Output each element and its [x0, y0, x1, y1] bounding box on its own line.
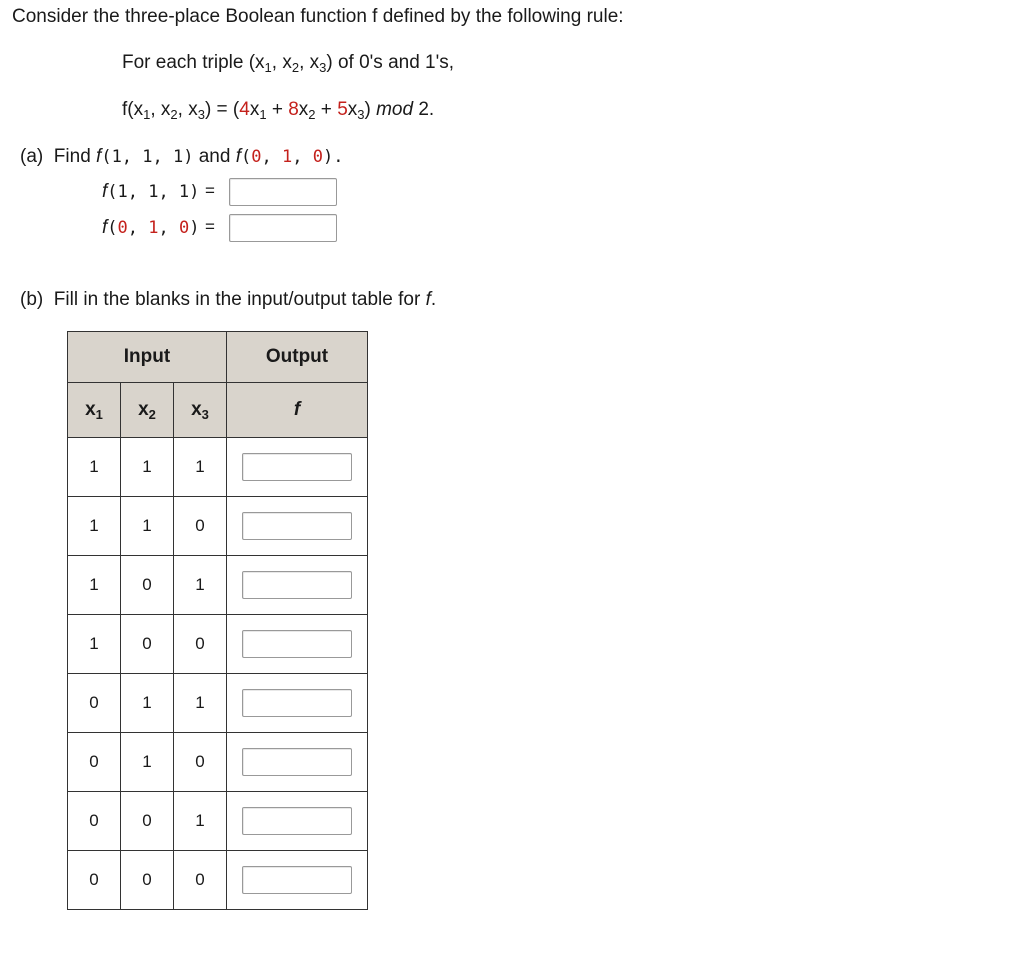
cell-x2: 0: [121, 792, 174, 851]
cell-x2: 1: [121, 733, 174, 792]
cell-x3: 0: [174, 615, 227, 674]
equals-sign-2: =: [205, 217, 215, 236]
part-b-prompt: (b) Fill in the blanks in the input/output table for f.: [20, 289, 437, 310]
cell-x3: 1: [174, 792, 227, 851]
coef-5: 5: [337, 99, 348, 120]
output-input[interactable]: [242, 571, 352, 599]
cell-x1: 1: [68, 497, 121, 556]
rule-line-1: For each triple ($x_1$, $x_2$, $x_3$) of 0's and 1's,: [122, 52, 455, 75]
output-cell: [227, 792, 368, 851]
cell-x3: 0: [174, 851, 227, 910]
part-a-prompt: (a) Find f(1, 1, 1) and f(0, 1, 0).: [20, 146, 344, 167]
table-row: [68, 497, 368, 556]
cell-x1: 1: [68, 438, 121, 497]
io-table: [67, 331, 368, 910]
output-cell: [227, 674, 368, 733]
output-input[interactable]: [242, 807, 352, 835]
problem-intro: Consider the three-place Boolean function f defined by the following rule:: [12, 6, 624, 27]
cell-x1: 0: [68, 674, 121, 733]
cell-x2: 0: [121, 851, 174, 910]
input-header: Input: [68, 332, 227, 383]
cell-x3: 1: [174, 674, 227, 733]
output-cell: [227, 733, 368, 792]
eq-f010-label: f(0, 1, 0): [102, 217, 200, 238]
equals-sign-1: =: [205, 181, 215, 200]
col-x3: $x_3$: [174, 383, 227, 438]
output-input[interactable]: [242, 748, 352, 776]
cell-x3: 1: [174, 438, 227, 497]
output-header: Output: [227, 332, 368, 383]
cell-x3: 1: [174, 556, 227, 615]
output-cell: [227, 497, 368, 556]
cell-x2: 0: [121, 556, 174, 615]
cell-x3: 0: [174, 497, 227, 556]
output-input[interactable]: [242, 453, 352, 481]
cell-x2: 1: [121, 497, 174, 556]
output-input[interactable]: [242, 630, 352, 658]
col-x1: $x_1$: [68, 383, 121, 438]
cell-x1: 0: [68, 733, 121, 792]
table-row: [68, 615, 368, 674]
table-row: [68, 556, 368, 615]
coef-4: 4: [239, 99, 250, 120]
output-cell: [227, 615, 368, 674]
cell-x3: 0: [174, 733, 227, 792]
answer-f111-input[interactable]: [229, 178, 337, 206]
output-input[interactable]: [242, 866, 352, 894]
output-cell: [227, 851, 368, 910]
cell-x1: 0: [68, 792, 121, 851]
eq-f111-label: f(1, 1, 1): [102, 181, 200, 202]
table-row: [68, 674, 368, 733]
cell-x1: 1: [68, 556, 121, 615]
cell-x1: 1: [68, 615, 121, 674]
table-row: [68, 438, 368, 497]
cell-x2: 0: [121, 615, 174, 674]
cell-x2: 1: [121, 438, 174, 497]
rule-line-2: $f(x_1$, $x_2$, $x_3) = (4x_1 + 8x_2 + 5x_3)$ mod 2.: [122, 99, 435, 122]
table-row: [68, 792, 368, 851]
answer-f010-input[interactable]: [229, 214, 337, 242]
table-row: [68, 851, 368, 910]
output-input[interactable]: [242, 512, 352, 540]
output-cell: [227, 438, 368, 497]
coef-8: 8: [288, 99, 299, 120]
col-x2: $x_2$: [121, 383, 174, 438]
cell-x2: 1: [121, 674, 174, 733]
cell-x1: 0: [68, 851, 121, 910]
col-f: f: [227, 383, 368, 438]
output-cell: [227, 556, 368, 615]
output-input[interactable]: [242, 689, 352, 717]
table-row: [68, 733, 368, 792]
